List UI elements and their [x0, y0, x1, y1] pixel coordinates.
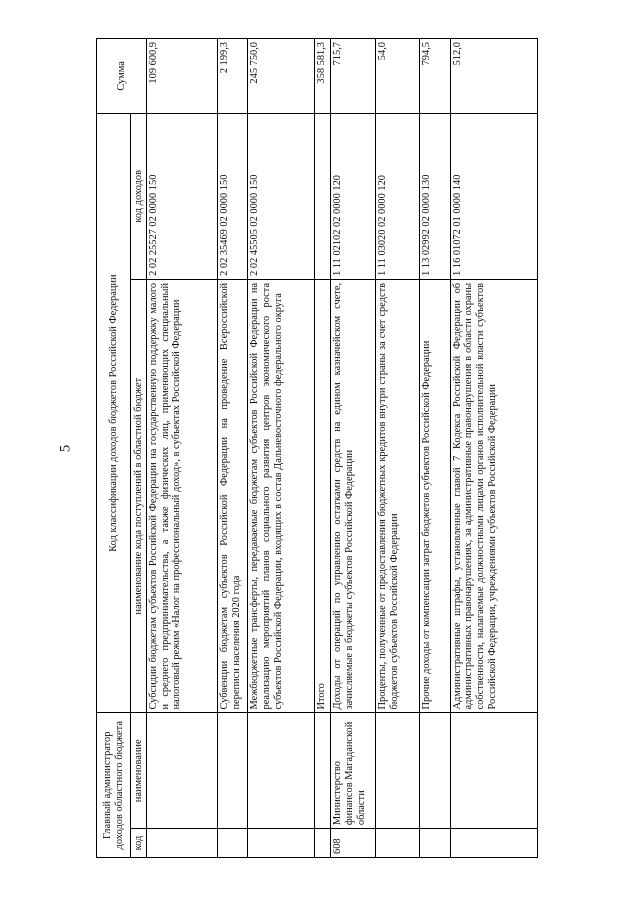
sum-cell: 245 750,0 [248, 39, 315, 114]
table-row [450, 39, 537, 858]
admin-code-cell [450, 829, 537, 858]
sum-cell: 715,7 [331, 39, 376, 114]
revenue-name-cell: Проценты, полученные от предоставления бюджетных кредитов внутри страны за счет средств бюджетов субъектов Российской Федерации [375, 279, 420, 713]
table-row [331, 39, 376, 858]
revenue-code-cell: 2 02 25527 02 0000 150 [147, 113, 218, 279]
revenue-code-cell: 2 02 45505 02 0000 150 [248, 113, 315, 279]
header-classification-group: Код классификации доходов бюджетов Российской Федерации [97, 113, 131, 713]
admin-name-cell [420, 713, 450, 829]
revenue-code-cell: 2 02 35469 02 0000 150 [217, 113, 247, 279]
revenue-code-cell: 1 11 02102 02 0000 120 [331, 113, 376, 279]
admin-code-cell [147, 829, 218, 858]
admin-code-cell [217, 829, 247, 858]
table-row [217, 39, 247, 858]
revenue-name-cell: Прочие доходы от компенсации затрат бюджетов субъектов Российской Федерации [420, 279, 450, 713]
sum-cell: 512,0 [450, 39, 537, 114]
admin-code-cell [375, 829, 420, 858]
document-body [96, 38, 538, 858]
admin-name-cell [450, 713, 537, 829]
header-admin-group: Главный администратор доходов областного бюджета [97, 713, 131, 858]
table-header [97, 39, 147, 858]
sum-cell: 109 600,9 [147, 39, 218, 114]
table-row [375, 39, 420, 858]
revenue-name-cell: Административные штрафы, установленные главой 7 Кодекса Российской Федерации об административных правонарушениях, за административные правонарушения в области охраны собственности, налагаемые должностными лицами органов исполнительной власти субъектов Российской Федерации, учреждениями субъектов Российской Федерации [450, 279, 537, 713]
header-revenue-code: код доходов [131, 113, 147, 279]
total-sum-cell: 358 581,3 [315, 39, 331, 114]
revenue-code-cell: 1 11 03020 02 0000 120 [375, 113, 420, 279]
sum-cell: 54,0 [375, 39, 420, 114]
sum-cell: 2 199,3 [217, 39, 247, 114]
admin-name-cell: Министерство финансов Магаданской области [331, 713, 376, 829]
admin-code-cell: 608 [331, 829, 376, 858]
revenue-code-cell: 1 13 02992 02 0000 130 [420, 113, 450, 279]
header-revenue-name: наименование кода поступлений в областной бюджет [131, 279, 147, 713]
revenue-table [96, 38, 538, 858]
revenue-code-cell: 1 16 01072 01 0000 140 [450, 113, 537, 279]
revenue-code-cell [315, 113, 331, 279]
table-row [248, 39, 315, 858]
admin-name-cell [375, 713, 420, 829]
revenue-name-cell: Субсидии бюджетам субъектов Российской Федерации на государственную поддержку малого и среднего предпринимательства, а также физических лиц, применяющих специальный налоговый режим «Налог на профессиональный доход», в субъектах Российской Федерации [147, 279, 218, 713]
total-label-cell: Итого [315, 279, 331, 713]
admin-name-cell [248, 713, 315, 829]
admin-code-cell [315, 829, 331, 858]
rotated-page-content [96, 38, 640, 854]
header-admin-name: наименование [131, 713, 147, 829]
table-row [147, 39, 218, 858]
revenue-name-cell: Доходы от операций по управлению остатками средств на едином казначейском счете, зачисляемые в бюджеты субъектов Российской Федерации [331, 279, 376, 713]
admin-code-cell [248, 829, 315, 858]
admin-name-cell [147, 713, 218, 829]
header-admin-code: код [131, 829, 147, 858]
sum-cell: 794,5 [420, 39, 450, 114]
admin-code-cell [420, 829, 450, 858]
admin-name-cell [315, 713, 331, 829]
admin-name-cell [217, 713, 247, 829]
page-number: 5 [57, 444, 74, 453]
revenue-name-cell: Субвенции бюджетам субъектов Российской Федерации на проведение Всероссийской переписи населения 2020 года [217, 279, 247, 713]
table-row [420, 39, 450, 858]
header-sum: Сумма [97, 39, 147, 114]
revenue-name-cell: Межбюджетные трансферты, передаваемые бюджетам субъектов Российской Федерации на реализацию мероприятий планов социального развития центров экономического роста субъектов Российской Федерации, входящих в состав Дальневосточного федерального округа [248, 279, 315, 713]
table-row-total [315, 39, 331, 858]
